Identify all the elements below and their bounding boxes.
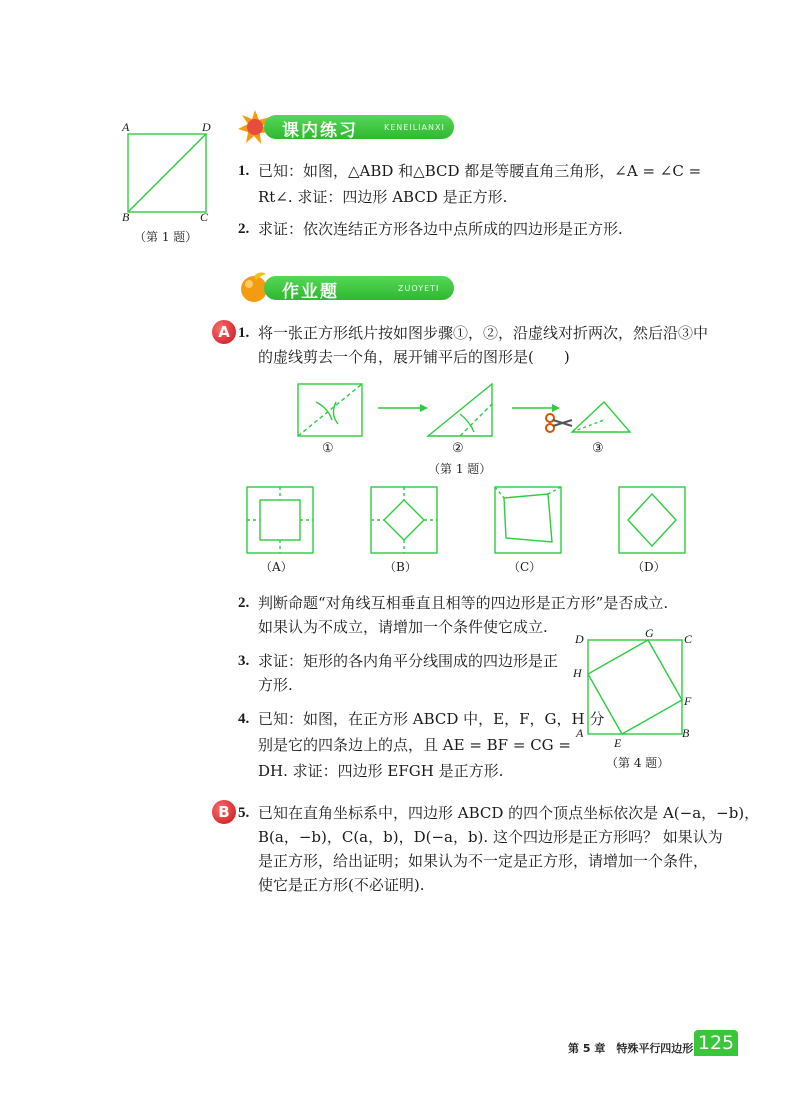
label-A: A bbox=[122, 120, 130, 134]
label-E: E bbox=[614, 736, 622, 750]
hw-q5-number: 5. bbox=[238, 805, 250, 821]
hw-q2-number: 2. bbox=[238, 595, 250, 611]
folding-steps-figure bbox=[290, 380, 640, 460]
banner-pinyin: KENEILIANXI bbox=[384, 123, 445, 132]
label-C: C bbox=[200, 210, 209, 224]
banner-homework bbox=[238, 270, 458, 304]
ex-q2-line1: 求证：依次连结正方形各边中点所成的四边形是正方形. bbox=[258, 220, 623, 238]
badge-a bbox=[212, 320, 236, 344]
option-label-c: （C） bbox=[508, 560, 542, 574]
hw-q3-number: 3. bbox=[238, 653, 250, 669]
ex-q1-line2: Rt∠. 求证：四边形 ABCD 是正方形. bbox=[258, 188, 508, 206]
option-figure-c bbox=[494, 486, 564, 556]
scissors-icon bbox=[546, 414, 572, 432]
hw-q5-line2: B(a，−b)，C(a，b)，D(−a，b). 这个四边形是正方形吗？ 如果认为 bbox=[258, 828, 723, 846]
hw-q1-line1: 将一张正方形纸片按如图步骤①，②，沿虚线对折两次，然后沿③中 bbox=[258, 324, 709, 342]
badge-letter: B bbox=[218, 803, 230, 821]
label-A: A bbox=[576, 726, 584, 740]
banner-pinyin: ZUOYETI bbox=[398, 284, 440, 293]
figure-caption: （第 4 题） bbox=[606, 756, 670, 770]
hw-q3-line2: 方形. bbox=[258, 676, 293, 694]
steps-caption: （第 1 题） bbox=[428, 462, 492, 476]
option-figure-d bbox=[618, 486, 688, 556]
hw-q4-line2: 别是它的四条边上的点，且 AE = BF = CG = bbox=[258, 736, 571, 754]
figure-1 bbox=[118, 118, 228, 248]
hw-q3-line1: 求证：矩形的各内角平分线围成的四边形是正 bbox=[258, 652, 559, 670]
badge-b bbox=[212, 800, 236, 824]
hw-q5-line1: 已知在直角坐标系中，四边形 ABCD 的四个顶点坐标依次是 A(−a，−b)， bbox=[258, 804, 760, 822]
option-label-b: （B） bbox=[384, 560, 417, 574]
label-B: B bbox=[122, 210, 130, 224]
ex-q1-line1: 已知：如图，△ABD 和△BCD 都是等腰直角三角形，∠A = ∠C = bbox=[258, 162, 702, 180]
hw-q4-line3: DH. 求证：四边形 EFGH 是正方形. bbox=[258, 762, 504, 780]
label-B: B bbox=[682, 726, 690, 740]
square-diagonal-figure bbox=[118, 118, 228, 228]
label-C: C bbox=[684, 632, 693, 646]
step-label-3: ③ bbox=[592, 441, 604, 456]
hw-q5-line4: 使它是正方形(不必证明). bbox=[258, 876, 425, 894]
banner-exercises bbox=[238, 110, 458, 144]
option-label-a: （A） bbox=[260, 560, 293, 574]
hw-q5-line3: 是正方形，给出证明；如果认为不一定是正方形，请增加一个条件， bbox=[258, 852, 709, 870]
option-label-d: （D） bbox=[632, 560, 666, 574]
hw-q4-line1: 已知：如图，在正方形 ABCD 中，E，F，G，H 分 bbox=[258, 710, 605, 728]
banner-title: 作业题 bbox=[282, 282, 339, 302]
ex-q2-number: 2. bbox=[238, 221, 250, 237]
page-number-text: 125 bbox=[697, 1032, 735, 1054]
label-D: D bbox=[202, 120, 211, 134]
hw-q4-number: 4. bbox=[238, 711, 250, 727]
badge-letter: A bbox=[218, 323, 230, 341]
step-label-1: ① bbox=[322, 441, 334, 456]
label-F: F bbox=[684, 694, 692, 708]
square-efgh-figure bbox=[568, 626, 698, 746]
step-label-2: ② bbox=[452, 441, 464, 456]
hw-q2-line1: 判断命题“对角线互相垂直且相等的四边形是正方形”是否成立. bbox=[258, 594, 669, 612]
figure-4 bbox=[568, 626, 698, 772]
label-H: H bbox=[573, 666, 582, 680]
ex-q1-number: 1. bbox=[238, 163, 250, 179]
footer-chapter: 第 5 章 特殊平行四边形 bbox=[568, 1042, 694, 1055]
page-number bbox=[694, 1030, 738, 1056]
hw-q1-number: 1. bbox=[238, 325, 250, 341]
option-figure-a bbox=[246, 486, 316, 556]
figure-caption: （第 1 题） bbox=[134, 230, 198, 244]
label-D: D bbox=[575, 632, 584, 646]
hw-q2-line2: 如果认为不成立，请增加一个条件使它成立. bbox=[258, 618, 548, 636]
option-figure-b bbox=[370, 486, 440, 556]
label-G: G bbox=[645, 626, 654, 640]
banner-title: 课内练习 bbox=[282, 121, 358, 141]
hw-q1-line2: 的虚线剪去一个角，展开铺平后的图形是( ) bbox=[258, 348, 570, 366]
